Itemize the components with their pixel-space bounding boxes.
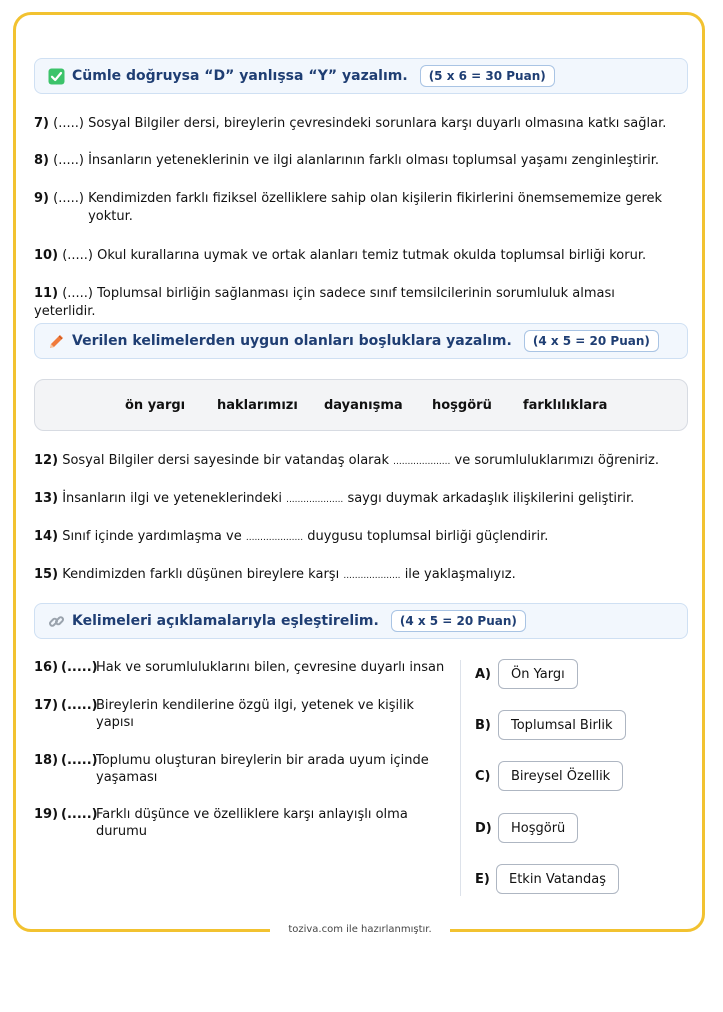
question-number: 10)	[34, 248, 59, 263]
question-number: 12)	[34, 453, 59, 468]
option-letter: E)	[475, 872, 490, 887]
question-number: 13)	[34, 491, 59, 506]
answer-blank[interactable]: (.....)	[53, 116, 84, 131]
word-bank-item: hoşgörü	[432, 398, 492, 413]
question-9	[34, 190, 674, 226]
question-14	[34, 528, 674, 547]
question-10	[34, 247, 674, 265]
section-title: Cümle doğruysa “D” yanlışsa “Y” yazalım.	[72, 68, 408, 84]
question-12	[34, 452, 674, 471]
question-number: 9)	[34, 191, 49, 206]
answer-blank[interactable]: (.....)	[53, 153, 84, 168]
option-b-box[interactable]: Toplumsal Birlik	[498, 710, 626, 740]
option-a-box[interactable]: Ön Yargı	[498, 659, 578, 689]
question-text: Kendimizden farklı fiziksel özelliklere sahip olan kişilerin fikirlerini önemsememize gerek yoktur.	[88, 191, 663, 224]
fill-blank[interactable]: ....................	[286, 495, 344, 505]
section-title: Verilen kelimelerden uygun olanları boşluklara yazalım.	[72, 333, 512, 349]
column-divider	[460, 660, 461, 896]
section-header-matching	[34, 603, 688, 639]
word-bank-item: haklarımızı	[217, 398, 298, 413]
question-number: 17)	[34, 698, 59, 713]
question-text: Okul kurallarına uymak ve ortak alanları temiz tutmak okulda toplumsal birliği korur.	[97, 248, 647, 263]
points-badge: (4 x 5 = 20 Puan)	[524, 330, 659, 352]
question-number: 19)	[34, 807, 59, 822]
fill-blank[interactable]: ....................	[245, 533, 304, 543]
question-text-before: Sosyal Bilgiler dersi sayesinde bir vatandaş olarak	[62, 453, 390, 468]
question-text-before: İnsanların ilgi ve yeteneklerindeki	[62, 491, 282, 506]
question-text: Hak ve sorumluluklarını bilen, çevresine duyarlı insan	[96, 660, 445, 675]
points-badge: (4 x 5 = 20 Puan)	[391, 610, 526, 632]
check-square-icon	[47, 67, 65, 85]
question-number: 15)	[34, 567, 59, 582]
question-number: 11)	[34, 286, 59, 301]
question-16	[34, 659, 454, 676]
question-text: Toplumu oluşturan bireylerin bir arada uyum içinde yaşaması	[96, 753, 429, 785]
word-bank-item: farklılıklara	[523, 398, 608, 413]
question-text: Sosyal Bilgiler dersi, bireylerin çevresindeki sorunlara karşı duyarlı olmasına katkı sağlar.	[88, 116, 667, 131]
word-bank	[34, 379, 688, 431]
question-text-before: Kendimizden farklı düşünen bireylere karşı	[62, 567, 340, 582]
option-e-box[interactable]: Etkin Vatandaş	[496, 864, 619, 894]
answer-blank[interactable]: (.....)	[53, 191, 84, 206]
question-number: 16)	[34, 660, 59, 675]
footer-credit: toziva.com ile hazırlanmıştır.	[270, 922, 450, 938]
question-18	[34, 752, 454, 786]
section-title: Kelimeleri açıklamalarıyla eşleştirelim.	[72, 613, 379, 629]
option-letter: A)	[475, 667, 492, 682]
question-number: 7)	[34, 116, 49, 131]
question-number: 18)	[34, 753, 59, 768]
points-badge: (5 x 6 = 30 Puan)	[420, 65, 555, 87]
question-text-after: duygusu toplumsal birliği güçlendirir.	[307, 529, 549, 544]
question-19	[34, 806, 454, 840]
option-c-box[interactable]: Bireysel Özellik	[498, 761, 623, 791]
question-text: Toplumsal birliğin sağlanması için sadece sınıf temsilcilerinin sorumluluk alması yeterlidir.	[34, 286, 615, 319]
question-13	[34, 490, 674, 509]
option-letter: D)	[475, 821, 492, 836]
question-number: 14)	[34, 529, 59, 544]
word-bank-item: dayanışma	[324, 398, 403, 413]
answer-blank[interactable]: (.....)	[61, 753, 98, 768]
question-text: İnsanların yeteneklerinin ve ilgi alanlarının farklı olması toplumsal yaşamı zenginleştirir.	[88, 153, 660, 168]
answer-blank[interactable]: (.....)	[62, 286, 93, 301]
question-text-after: saygı duymak arkadaşlık ilişkilerini geliştirir.	[347, 491, 635, 506]
question-text-before: Sınıf içinde yardımlaşma ve	[62, 529, 242, 544]
question-text: Bireylerin kendilerine özgü ilgi, yetenek ve kişilik yapısı	[96, 698, 414, 730]
option-letter: C)	[475, 769, 491, 784]
question-15	[34, 566, 674, 585]
section-header-fill-blanks	[34, 323, 688, 359]
answer-blank[interactable]: (.....)	[61, 698, 98, 713]
fill-blank[interactable]: ....................	[393, 457, 451, 467]
question-text-after: ve sorumluluklarımızı öğreniriz.	[454, 453, 659, 468]
pencil-icon	[47, 332, 65, 350]
link-icon	[47, 612, 65, 630]
page-frame	[13, 12, 705, 932]
word-bank-item: ön yargı	[125, 398, 186, 413]
answer-blank[interactable]: (.....)	[62, 248, 93, 263]
question-7	[34, 115, 674, 133]
answer-blank[interactable]: (.....)	[61, 660, 98, 675]
section-header-true-false	[34, 58, 688, 94]
answer-blank[interactable]: (.....)	[61, 807, 98, 822]
question-number: 8)	[34, 153, 49, 168]
question-text: Farklı düşünce ve özelliklere karşı anlayışlı olma durumu	[96, 807, 408, 839]
option-letter: B)	[475, 718, 491, 733]
question-8	[34, 152, 674, 170]
question-11	[34, 285, 674, 321]
option-d-box[interactable]: Hoşgörü	[498, 813, 578, 843]
question-17	[34, 697, 454, 731]
fill-blank[interactable]: ....................	[343, 571, 401, 581]
question-text-after: ile yaklaşmalıyız.	[404, 567, 516, 582]
